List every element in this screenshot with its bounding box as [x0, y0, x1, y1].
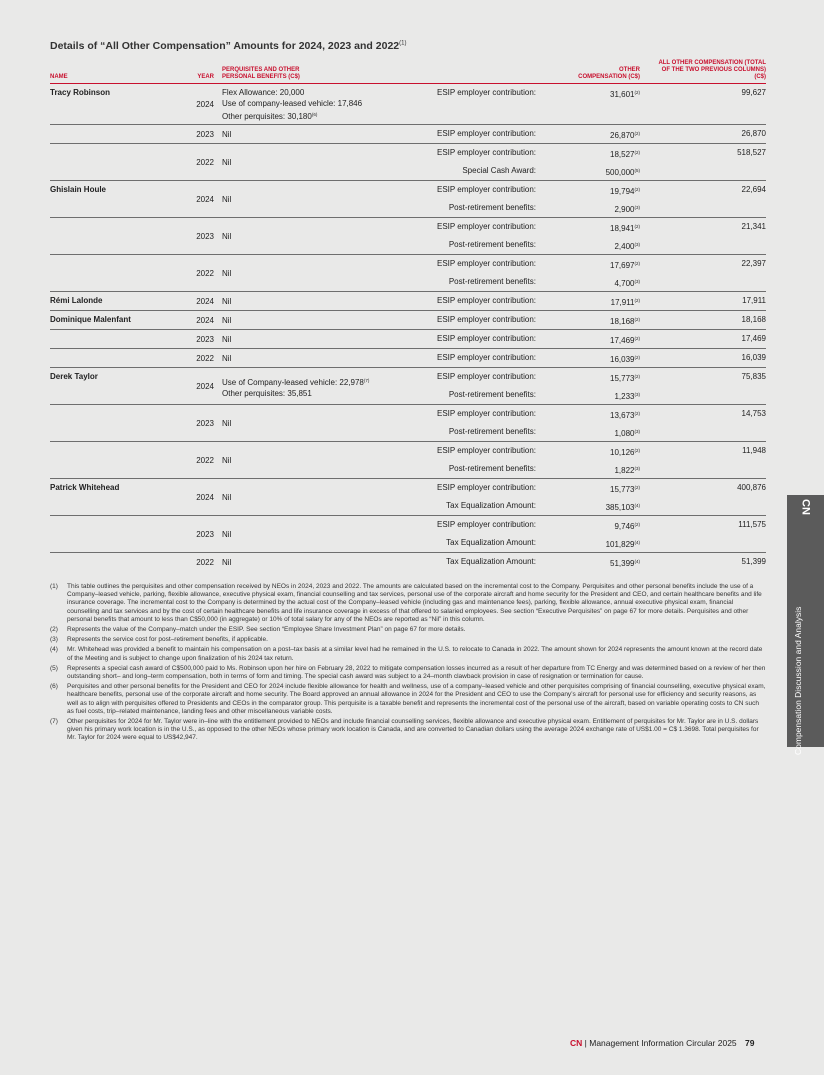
employee-name: Rémi Lalonde [50, 292, 170, 311]
footnote-ref: (3) [634, 205, 640, 210]
perquisite-text: Nil [222, 195, 232, 204]
other-compensation-amount [536, 349, 640, 368]
table-row [50, 311, 766, 330]
amount-value: 16,039 [610, 355, 635, 364]
year-cell: 2024 [170, 311, 220, 330]
other-compensation-amount [536, 181, 640, 200]
perquisite-line [222, 315, 418, 326]
table-row [50, 84, 766, 125]
table-row [50, 516, 766, 535]
table-row [50, 368, 766, 387]
table-title [50, 40, 766, 52]
amount-value: 10,126 [610, 448, 635, 457]
perquisites-cell [220, 349, 418, 368]
footer-brand: CN [570, 1038, 583, 1048]
perquisite-text: Nil [222, 130, 232, 139]
perquisites-cell [220, 292, 418, 311]
perquisite-text: Flex Allowance: 20,000 [222, 88, 305, 97]
header-name: NAME [50, 74, 68, 80]
perquisites-cell [220, 516, 418, 553]
other-compensation-label: Post-retirement benefits: [448, 390, 536, 399]
perquisites-cell [220, 442, 418, 479]
footnote-ref: (2) [634, 187, 640, 192]
employee-name [50, 330, 170, 349]
other-compensation-label: Tax Equalization Amount: [446, 501, 536, 510]
footnote-ref: (3) [634, 429, 640, 434]
perquisite-line [222, 455, 418, 466]
year-cell: 2024 [170, 292, 220, 311]
other-compensation-label: ESIP employer contribution: [418, 144, 536, 163]
amount-value: 9,746 [614, 522, 635, 531]
table-row [50, 292, 766, 311]
perquisite-line [222, 375, 418, 388]
total-compensation: 17,469 [640, 330, 766, 349]
table-row [50, 479, 766, 498]
employee-name [50, 255, 170, 292]
footnote-text: Represents the value of the Company–match under the ESIP. See section “Employee Share Investment Plan” on page 67 for more details. [67, 626, 466, 634]
footnote-ref: (2) [634, 522, 640, 527]
employee-name [50, 349, 170, 368]
other-compensation-label: ESIP employer contribution: [436, 88, 536, 97]
other-compensation-amount [536, 442, 640, 461]
employee-name: Ghislain Houle [50, 181, 170, 218]
perquisite-text: Nil [222, 493, 232, 502]
page-footer [570, 1038, 755, 1048]
employee-name: Patrick Whitehead [50, 479, 170, 516]
perquisite-text: Nil [222, 316, 232, 325]
amount-value: 500,000 [605, 168, 635, 177]
perquisite-text: Use of Company-leased vehicle: 22,978 [222, 377, 364, 387]
amount-value: 1,080 [614, 429, 635, 438]
perquisites-cell [220, 144, 418, 181]
other-compensation-label: Post-retirement benefits: [448, 427, 536, 436]
footer-document-title: Management Information Circular 2025 [589, 1038, 737, 1048]
amount-value: 17,911 [610, 298, 635, 307]
perquisites-cell [220, 553, 418, 572]
perquisite-text: Nil [222, 558, 232, 567]
footnote-text: Other perquisites for 2024 for Mr. Taylor were in–line with the entitlement provided to NEOs and include financial counselling services, flexible allowance and executive physical exam. Entitlement of perquisites for Mr. Taylor are in U.S. dollars given his primary work location is in the U.S., as opposed to the other NEOs whose primary work location is Canada, and are converted to Canadian dollars using the average 2024 exchange rate of US$1.00 = C$ 1.3698. Total perquisites for Mr. Taylor for 2024 were equal to US$42,947. [67, 718, 759, 742]
header-perquisites: PERQUISITES AND OTHER PERSONAL BENEFITS (C$) [222, 67, 300, 80]
header-all-other-compensation: ALL OTHER COMPENSATION (TOTAL OF THE TWO PREVIOUS COLUMNS) (C$) [658, 60, 766, 80]
perquisite-text: Nil [222, 297, 232, 306]
perquisite-line [222, 296, 418, 307]
footnote-number: (2) [50, 626, 58, 634]
other-compensation-label: ESIP employer contribution: [418, 479, 536, 498]
other-compensation-label: Post-retirement benefits: [448, 277, 536, 286]
year-cell: 2023 [170, 218, 220, 255]
employee-name [50, 125, 170, 144]
perquisites-cell [220, 330, 418, 349]
amount-value: 4,700 [614, 279, 635, 288]
year-cell: 2023 [170, 125, 220, 144]
other-compensation-amount [536, 516, 640, 535]
year-cell: 2024 [170, 181, 220, 218]
footnote-ref: (3) [634, 392, 640, 397]
footnote-number: (7) [50, 718, 58, 726]
footnote-text: Represents the service cost for post–retirement benefits, if applicable. [67, 636, 268, 644]
footnote-ref: (2) [634, 131, 640, 136]
other-compensation-amount [536, 311, 640, 330]
other-compensation-amount [536, 497, 640, 516]
footnote [50, 718, 766, 743]
amount-value: 1,822 [614, 466, 635, 475]
header-year: YEAR [197, 74, 214, 80]
other-compensation-label: ESIP employer contribution: [418, 181, 536, 200]
total-compensation: 51,399 [640, 553, 766, 572]
employee-name [50, 516, 170, 553]
perquisites-cell [220, 218, 418, 255]
amount-value: 18,527 [610, 150, 635, 159]
perquisite-line [222, 492, 418, 503]
other-compensation-amount [536, 479, 640, 498]
footnote-number: (5) [50, 664, 58, 672]
table-row [50, 330, 766, 349]
perquisites-cell [220, 479, 418, 516]
footnote-ref: (5) [634, 168, 640, 173]
other-compensation-amount [536, 405, 640, 424]
cn-logo: CN [799, 499, 812, 515]
other-compensation-amount [536, 255, 640, 274]
page-number: 79 [745, 1038, 755, 1048]
compensation-table [50, 60, 766, 571]
perquisites-cell [220, 255, 418, 292]
perquisite-line [222, 98, 418, 109]
other-compensation-label: Tax Equalization Amount: [418, 553, 536, 572]
total-compensation: 14,753 [640, 405, 766, 442]
perquisite-text: Other perquisites: 30,180 [222, 112, 312, 121]
footnote-ref: (7) [363, 377, 370, 383]
footnote-ref: (2) [634, 411, 640, 416]
other-compensation-label: ESIP employer contribution: [418, 368, 536, 387]
perquisite-text: Nil [222, 232, 232, 241]
employee-name [50, 442, 170, 479]
total-compensation: 400,876 [640, 479, 766, 516]
amount-value: 17,469 [610, 336, 635, 345]
other-compensation-label: ESIP employer contribution: [418, 255, 536, 274]
table-header-row [50, 60, 766, 84]
total-compensation: 17,911 [640, 292, 766, 311]
title-footnote-ref: (1) [399, 40, 407, 47]
footnote [50, 665, 766, 681]
footnote-ref: (2) [634, 150, 640, 155]
footnote-ref: (2) [634, 224, 640, 229]
perquisites-cell [220, 181, 418, 218]
table-row [50, 218, 766, 237]
footnote [50, 646, 766, 662]
other-compensation-amount [536, 162, 640, 181]
other-compensation-amount [536, 125, 640, 144]
footnote-number: (6) [50, 683, 58, 691]
other-compensation-amount [536, 423, 640, 442]
footnote-ref: (4) [634, 540, 640, 545]
employee-name [50, 553, 170, 572]
perquisite-line [222, 388, 418, 399]
other-compensation-amount [536, 144, 640, 163]
other-compensation-amount [536, 534, 640, 553]
total-compensation: 16,039 [640, 349, 766, 368]
total-compensation: 18,168 [640, 311, 766, 330]
footnote [50, 583, 766, 624]
footnote-text: This table outlines the perquisites and other compensation received by NEOs in 2024, 2023 and 2022. The amounts are calculated based on the incremental cost to the Company. Perquisites and other personal benefits include the use of a Company–leased vehicle, parking, flexible allowance, executive physical exam, financial counselling and tax services, personal use of the corporate aircraft and home security for the President and CEO, and certain healthcare benefits and life insurance coverage. The incremental cost to the Company is determined by the actual cost of the Company–leased vehicle (including gas and maintenance fees), parking, flexible allowance, annual executive physical exam, financial counselling and tax services and by the cost of certain healthcare benefits and life insurance coverage in excess of that offered to salaried employees. See section “Executive Perquisites” on page 67 for more details. Perquisites and other personal benefits that amount to less than C$50,000 (in aggregate) or 10% of total salary for any of the NEOs are reported as “Nil” in this column. [67, 583, 762, 623]
footnote-ref: (2) [634, 355, 640, 360]
amount-value: 385,103 [605, 503, 635, 512]
footnote-number: (1) [50, 583, 58, 590]
perquisite-text: Nil [222, 419, 232, 428]
total-compensation: 26,870 [640, 125, 766, 144]
perquisite-line [222, 231, 418, 242]
footnote-ref: (3) [634, 242, 640, 247]
employee-name [50, 144, 170, 181]
amount-value: 2,400 [614, 242, 635, 251]
table-title-text: Details of “All Other Compensation” Amounts for 2024, 2023 and 2022 [50, 40, 400, 52]
total-compensation: 111,575 [640, 516, 766, 553]
other-compensation-label: ESIP employer contribution: [418, 349, 536, 368]
footnote-number: (3) [50, 636, 58, 644]
other-compensation-label: Post-retirement benefits: [448, 464, 536, 473]
footnote-ref: (3) [634, 466, 640, 471]
amount-value: 26,870 [610, 131, 635, 140]
amount-value: 18,168 [610, 317, 635, 326]
perquisite-line [222, 334, 418, 345]
employee-name: Derek Taylor [50, 368, 170, 405]
perquisite-text: Nil [222, 335, 232, 344]
footnote-number: (4) [50, 646, 58, 654]
table-row [50, 144, 766, 163]
employee-name: Tracy Robinson [50, 88, 111, 97]
perquisites-cell [220, 368, 418, 405]
footnote-ref: (2) [634, 374, 640, 379]
other-compensation-amount [536, 273, 640, 292]
footer-separator: | [584, 1038, 587, 1048]
perquisites-cell [220, 405, 418, 442]
footnote-ref: (4) [634, 559, 640, 564]
perquisite-text: Nil [222, 354, 232, 363]
footnote-ref: (2) [634, 261, 640, 266]
other-compensation-label: Special Cash Award: [462, 166, 536, 175]
perquisite-line [222, 557, 418, 568]
table-body [50, 84, 766, 572]
footnote-ref: (2) [634, 485, 640, 490]
document-page [50, 40, 766, 745]
amount-value: 2,900 [614, 205, 635, 214]
other-compensation-amount [536, 199, 640, 218]
total-compensation: 75,835 [640, 368, 766, 405]
total-compensation: 21,341 [640, 218, 766, 255]
section-sidebar [787, 495, 824, 755]
perquisite-line [222, 529, 418, 540]
footnote-text: Perquisites and other personal benefits for the President and CEO for 2024 include flexible allowance for health and wellness, use of a company–leased vehicle and other perquisites comprising of financial counselling, executive physical exam, healthcare benefits, personal use of the corporate aircraft and home security. The Board approved an annual allowance in 2024 for the President and CEO to use the Company’s aircraft for personal use for efficiency and security reasons, as well as to align with perquisites offered to Presidents and CEOs in the comparator group. This perquisite is a taxable benefit and represents the incremental cost of the personal use of the aircraft, based on variable operating costs to CN such as fuel costs, trip–related maintenance, landing fees and other miscellaneous variable costs. [67, 683, 766, 715]
footnote-ref: (6) [311, 112, 318, 117]
other-compensation-label: ESIP employer contribution: [418, 311, 536, 330]
table-row [50, 442, 766, 461]
header-blank [418, 60, 536, 84]
amount-value: 31,601 [610, 90, 635, 99]
footnote [50, 683, 766, 716]
perquisites-cell [220, 84, 418, 125]
total-compensation: 99,627 [741, 88, 766, 97]
footnotes [50, 583, 766, 743]
other-compensation-label: ESIP employer contribution: [418, 218, 536, 237]
other-compensation-label: Post-retirement benefits: [448, 240, 536, 249]
footnote-text: Mr. Whitehead was provided a benefit to maintain his compensation on a post–tax basis at a similar level had he remained in the U.S. to relocate to Canada in 2022. The amount shown for 2024 represents the amount known at the record date of the Meeting and is subject to change upon finalization of his 2024 tax return. [67, 646, 763, 662]
total-compensation: 11,948 [640, 442, 766, 479]
other-compensation-label: Tax Equalization Amount: [446, 538, 536, 547]
year-cell: 2024 [170, 368, 220, 405]
footnote-ref: (3) [634, 279, 640, 284]
perquisite-line [222, 353, 418, 364]
amount-value: 51,399 [610, 559, 635, 568]
perquisite-line [222, 129, 418, 140]
other-compensation-label: ESIP employer contribution: [418, 516, 536, 535]
year-cell: 2023 [170, 405, 220, 442]
other-compensation-amount [536, 292, 640, 311]
year-cell: 2022 [170, 442, 220, 479]
footnote-ref: (2) [634, 317, 640, 322]
other-compensation-label: ESIP employer contribution: [418, 405, 536, 424]
other-compensation-amount [536, 330, 640, 349]
other-compensation-label: Post-retirement benefits: [448, 203, 536, 212]
table-row [50, 553, 766, 572]
total-compensation: 518,527 [640, 144, 766, 181]
year-cell: 2023 [170, 516, 220, 553]
footnote-ref: (2) [634, 336, 640, 341]
other-compensation-label: ESIP employer contribution: [418, 330, 536, 349]
year-cell: 2024 [196, 100, 214, 109]
footnote-ref: (4) [634, 503, 640, 508]
other-compensation-amount [536, 236, 640, 255]
perquisite-text: Nil [222, 269, 232, 278]
amount-value: 15,773 [610, 374, 635, 383]
amount-value: 18,941 [610, 224, 635, 233]
footnote-ref: (2) [634, 90, 640, 95]
table-row [50, 255, 766, 274]
footnote [50, 636, 766, 644]
perquisite-line [222, 418, 418, 429]
year-cell: 2022 [170, 144, 220, 181]
year-cell: 2022 [170, 553, 220, 572]
employee-name: Dominique Malenfant [50, 311, 170, 330]
total-compensation: 22,397 [640, 255, 766, 292]
employee-name [50, 218, 170, 255]
amount-value: 19,794 [610, 187, 635, 196]
footnote-ref: (2) [634, 448, 640, 453]
header-other-compensation: OTHER COMPENSATION (C$) [578, 67, 640, 80]
perquisite-text: Nil [222, 456, 232, 465]
other-compensation-amount [536, 84, 640, 125]
total-compensation: 22,694 [640, 181, 766, 218]
table-row [50, 181, 766, 200]
table-row [50, 125, 766, 144]
perquisite-text: Nil [222, 530, 232, 539]
other-compensation-amount [536, 460, 640, 479]
table-row [50, 349, 766, 368]
table-row [50, 405, 766, 424]
perquisite-text: Nil [222, 158, 232, 167]
other-compensation-amount [536, 386, 640, 405]
perquisite-line [222, 109, 418, 122]
perquisite-line [222, 268, 418, 279]
amount-value: 17,697 [610, 261, 635, 270]
other-compensation-amount [536, 218, 640, 237]
other-compensation-amount [536, 368, 640, 387]
perquisite-text: Other perquisites: 35,851 [222, 388, 312, 398]
sidebar-section-label: Compensation Discussion and Analysis [793, 606, 803, 755]
amount-value: 15,773 [610, 485, 635, 494]
perquisite-line [222, 157, 418, 168]
perquisites-cell [220, 125, 418, 144]
employee-name [50, 405, 170, 442]
perquisite-text: Use of company-leased vehicle: 17,846 [222, 99, 363, 108]
amount-value: 1,233 [614, 392, 635, 401]
other-compensation-label: ESIP employer contribution: [418, 442, 536, 461]
amount-value: 101,829 [605, 540, 635, 549]
amount-value: 13,673 [610, 411, 635, 420]
footnote-ref: (2) [634, 298, 640, 303]
other-compensation-label: ESIP employer contribution: [418, 292, 536, 311]
footnote-text: Represents a special cash award of C$500,000 paid to Ms. Robinson upon her hire on February 28, 2022 to mitigate compensation losses incurred as a result of her departure from TC Energy and was determined based on a review of her then outstanding short– and long–term compensation, both in terms of form and timing. The special cash award was subject to a 24–month clawback provision in case of resignation or termination for cause. [67, 664, 766, 681]
other-compensation-label: ESIP employer contribution: [418, 125, 536, 144]
perquisite-line [222, 194, 418, 205]
year-cell: 2022 [170, 349, 220, 368]
footnote [50, 626, 766, 634]
year-cell: 2022 [170, 255, 220, 292]
perquisite-line [222, 87, 418, 98]
other-compensation-amount [536, 553, 640, 572]
perquisites-cell [220, 311, 418, 330]
year-cell: 2024 [170, 479, 220, 516]
year-cell: 2023 [170, 330, 220, 349]
